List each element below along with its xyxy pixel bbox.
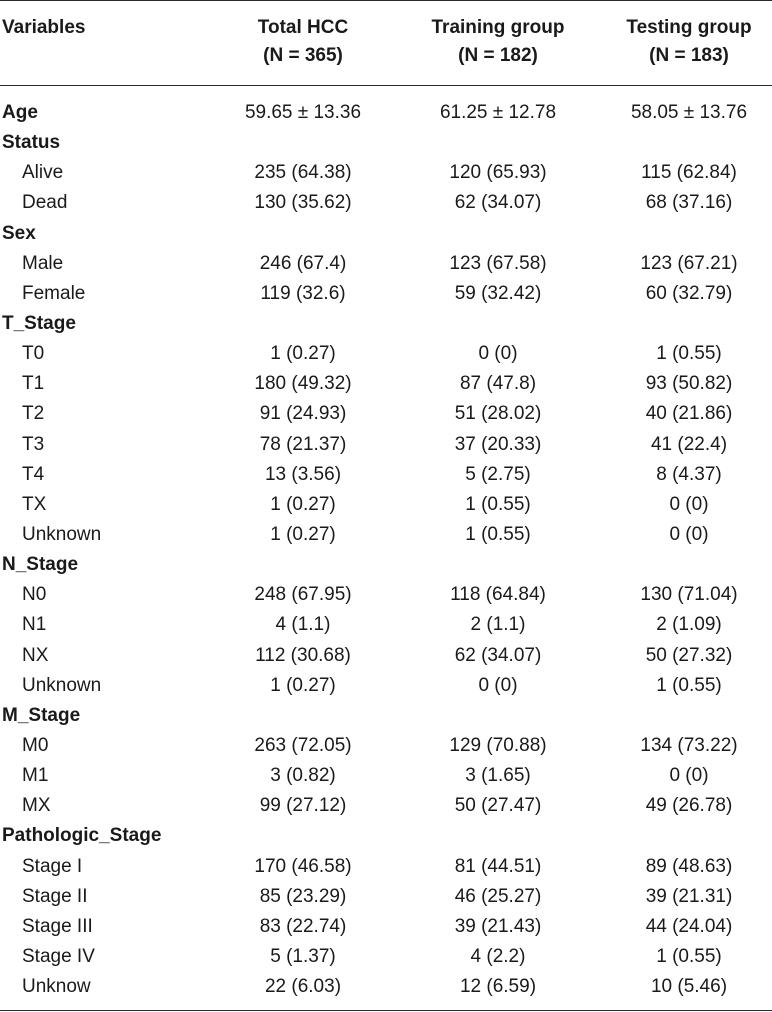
table-top-rule	[0, 0, 772, 1]
cell-total-hcc: 119 (32.6)	[260, 282, 346, 304]
table-group-row	[0, 98, 772, 128]
header-total-hcc-n: (N = 365)	[263, 45, 343, 66]
row-label: Stage III	[22, 915, 93, 937]
cell-training-group: 0 (0)	[478, 674, 518, 696]
row-label: Unknown	[22, 523, 102, 545]
cell-training-group: 51 (28.02)	[454, 403, 542, 425]
row-label: N0	[22, 584, 47, 606]
cell-testing-group: 1 (0.55)	[656, 343, 722, 365]
table-row	[0, 882, 772, 912]
cell-testing-group: 58.05 ± 13.76	[630, 102, 748, 123]
cell-testing-group: 60 (32.79)	[645, 282, 733, 304]
cell-training-group: 37 (20.33)	[454, 433, 542, 455]
row-label: NX	[22, 644, 49, 666]
cell-total-hcc: 1 (0.27)	[270, 493, 336, 515]
cell-total-hcc: 180 (49.32)	[254, 373, 352, 395]
cell-training-group: 3 (1.65)	[465, 765, 531, 787]
row-label: Unknown	[22, 674, 102, 696]
table-row	[0, 671, 772, 701]
cell-total-hcc: 235 (64.38)	[254, 162, 352, 184]
cell-training-group: 12 (6.59)	[459, 976, 537, 998]
cell-testing-group: 10 (5.46)	[650, 976, 728, 998]
table-group-row	[0, 550, 772, 580]
cell-total-hcc: 5 (1.37)	[270, 945, 336, 967]
table-group-row	[0, 128, 772, 158]
header-total-hcc-title: Total HCC	[257, 17, 349, 38]
cell-testing-group: 49 (26.78)	[645, 795, 733, 817]
cell-testing-group: 39 (21.31)	[645, 885, 733, 907]
row-label: M0	[22, 734, 49, 756]
table-row	[0, 942, 772, 972]
table-row	[0, 369, 772, 399]
cell-total-hcc: 91 (24.93)	[259, 403, 347, 425]
table-row	[0, 430, 772, 460]
cell-training-group: 120 (65.93)	[449, 162, 547, 184]
cell-testing-group: 1 (0.55)	[656, 945, 722, 967]
row-label: Stage IV	[22, 945, 95, 967]
row-label: N1	[22, 614, 47, 636]
cell-testing-group: 44 (24.04)	[645, 915, 733, 937]
table-header	[0, 14, 772, 74]
table-row	[0, 399, 772, 429]
cell-testing-group: 68 (37.16)	[645, 192, 733, 214]
cell-total-hcc: 3 (0.82)	[270, 765, 336, 787]
cell-testing-group: 0 (0)	[669, 523, 709, 545]
cell-total-hcc: 246 (67.4)	[259, 252, 347, 274]
table-row	[0, 279, 772, 309]
cell-total-hcc: 85 (23.29)	[259, 885, 347, 907]
row-label: TX	[22, 493, 47, 515]
cell-testing-group: 89 (48.63)	[645, 855, 733, 877]
row-label: Sex	[2, 222, 36, 244]
table-row	[0, 912, 772, 942]
row-label: Stage I	[22, 855, 83, 877]
header-training-group	[408, 14, 588, 70]
row-label: M_Stage	[2, 704, 81, 726]
cell-training-group: 62 (34.07)	[454, 644, 542, 666]
cell-training-group: 81 (44.51)	[454, 855, 542, 877]
row-label: M1	[22, 765, 49, 787]
cell-total-hcc: 263 (72.05)	[254, 734, 352, 756]
cell-training-group: 39 (21.43)	[454, 915, 542, 937]
table-row	[0, 852, 772, 882]
cell-testing-group: 0 (0)	[669, 765, 709, 787]
table-group-row	[0, 701, 772, 731]
row-label: Pathologic_Stage	[2, 825, 162, 847]
table-body	[0, 98, 772, 1002]
cell-total-hcc: 99 (27.12)	[259, 795, 347, 817]
row-label: Status	[2, 132, 61, 154]
table-row	[0, 580, 772, 610]
table-row	[0, 188, 772, 218]
table-group-row	[0, 309, 772, 339]
cell-testing-group: 134 (73.22)	[640, 734, 738, 756]
cell-training-group: 1 (0.55)	[465, 523, 531, 545]
row-label: T_Stage	[2, 312, 76, 334]
cell-testing-group: 123 (67.21)	[640, 252, 738, 274]
cell-total-hcc: 1 (0.27)	[270, 523, 336, 545]
row-label: Female	[22, 282, 86, 304]
cell-total-hcc: 170 (46.58)	[254, 855, 352, 877]
cell-training-group: 1 (0.55)	[465, 493, 531, 515]
table-row	[0, 158, 772, 188]
cell-total-hcc: 1 (0.27)	[270, 674, 336, 696]
cell-training-group: 129 (70.88)	[449, 734, 547, 756]
cell-testing-group: 93 (50.82)	[645, 373, 733, 395]
cell-training-group: 4 (2.2)	[470, 945, 526, 967]
row-label: T1	[22, 373, 45, 395]
cell-training-group: 2 (1.1)	[470, 614, 526, 636]
row-label: Dead	[22, 192, 68, 214]
row-label: T0	[22, 343, 45, 365]
header-variables	[2, 14, 85, 42]
table-row	[0, 761, 772, 791]
table-row	[0, 339, 772, 369]
table-header-rule	[0, 85, 772, 86]
cell-testing-group: 0 (0)	[669, 493, 709, 515]
cell-total-hcc: 13 (3.56)	[264, 463, 342, 485]
row-label: MX	[22, 795, 51, 817]
row-label: T2	[22, 403, 45, 425]
cell-training-group: 123 (67.58)	[449, 252, 547, 274]
cell-testing-group: 115 (62.84)	[641, 162, 737, 184]
cell-training-group: 62 (34.07)	[454, 192, 542, 214]
table-row	[0, 460, 772, 490]
table-group-row	[0, 219, 772, 249]
cell-training-group: 59 (32.42)	[454, 282, 542, 304]
table-bottom-rule	[0, 1010, 772, 1011]
header-training-group-n: (N = 182)	[458, 45, 538, 66]
cell-total-hcc: 1 (0.27)	[270, 343, 336, 365]
cell-total-hcc: 78 (21.37)	[259, 433, 347, 455]
row-label: N_Stage	[2, 554, 79, 576]
cell-testing-group: 2 (1.09)	[656, 614, 722, 636]
cell-total-hcc: 112 (30.68)	[255, 644, 351, 666]
cell-training-group: 118 (64.84)	[450, 584, 546, 606]
header-total-hcc	[213, 14, 393, 70]
cell-testing-group: 40 (21.86)	[645, 403, 733, 425]
cell-training-group: 5 (2.75)	[465, 463, 531, 485]
table-row	[0, 641, 772, 671]
table-group-row	[0, 821, 772, 851]
table-row	[0, 520, 772, 550]
header-testing-group	[600, 14, 772, 70]
cell-total-hcc: 248 (67.95)	[254, 584, 352, 606]
cell-testing-group: 41 (22.4)	[650, 433, 728, 455]
cell-total-hcc: 83 (22.74)	[259, 915, 347, 937]
cell-testing-group: 50 (27.32)	[645, 644, 733, 666]
row-label: Male	[22, 252, 64, 274]
cell-training-group: 50 (27.47)	[454, 795, 542, 817]
table-row	[0, 791, 772, 821]
row-label: Stage II	[22, 885, 88, 907]
header-training-group-title: Training group	[431, 17, 565, 38]
cell-total-hcc: 130 (35.62)	[254, 192, 352, 214]
header-testing-group-title: Testing group	[626, 17, 752, 38]
cell-total-hcc: 4 (1.1)	[275, 614, 331, 636]
table-row	[0, 731, 772, 761]
cell-training-group: 0 (0)	[478, 343, 518, 365]
row-label: Alive	[22, 162, 64, 184]
cell-testing-group: 8 (4.37)	[656, 463, 722, 485]
row-label: T4	[22, 463, 45, 485]
cell-testing-group: 130 (71.04)	[640, 584, 738, 606]
row-label: Age	[2, 102, 38, 123]
header-testing-group-n: (N = 183)	[649, 45, 729, 66]
table-row	[0, 249, 772, 279]
cell-total-hcc: 59.65 ± 13.36	[244, 102, 362, 123]
row-label: T3	[22, 433, 45, 455]
table-row	[0, 610, 772, 640]
cell-training-group: 46 (25.27)	[454, 885, 542, 907]
cell-testing-group: 1 (0.55)	[656, 674, 722, 696]
cell-training-group: 61.25 ± 12.78	[439, 102, 557, 123]
cell-total-hcc: 22 (6.03)	[264, 976, 342, 998]
table-row	[0, 490, 772, 520]
row-label: Unknow	[22, 976, 91, 998]
table-row	[0, 972, 772, 1002]
header-variables-label: Variables	[2, 17, 86, 38]
cell-training-group: 87 (47.8)	[459, 373, 537, 395]
